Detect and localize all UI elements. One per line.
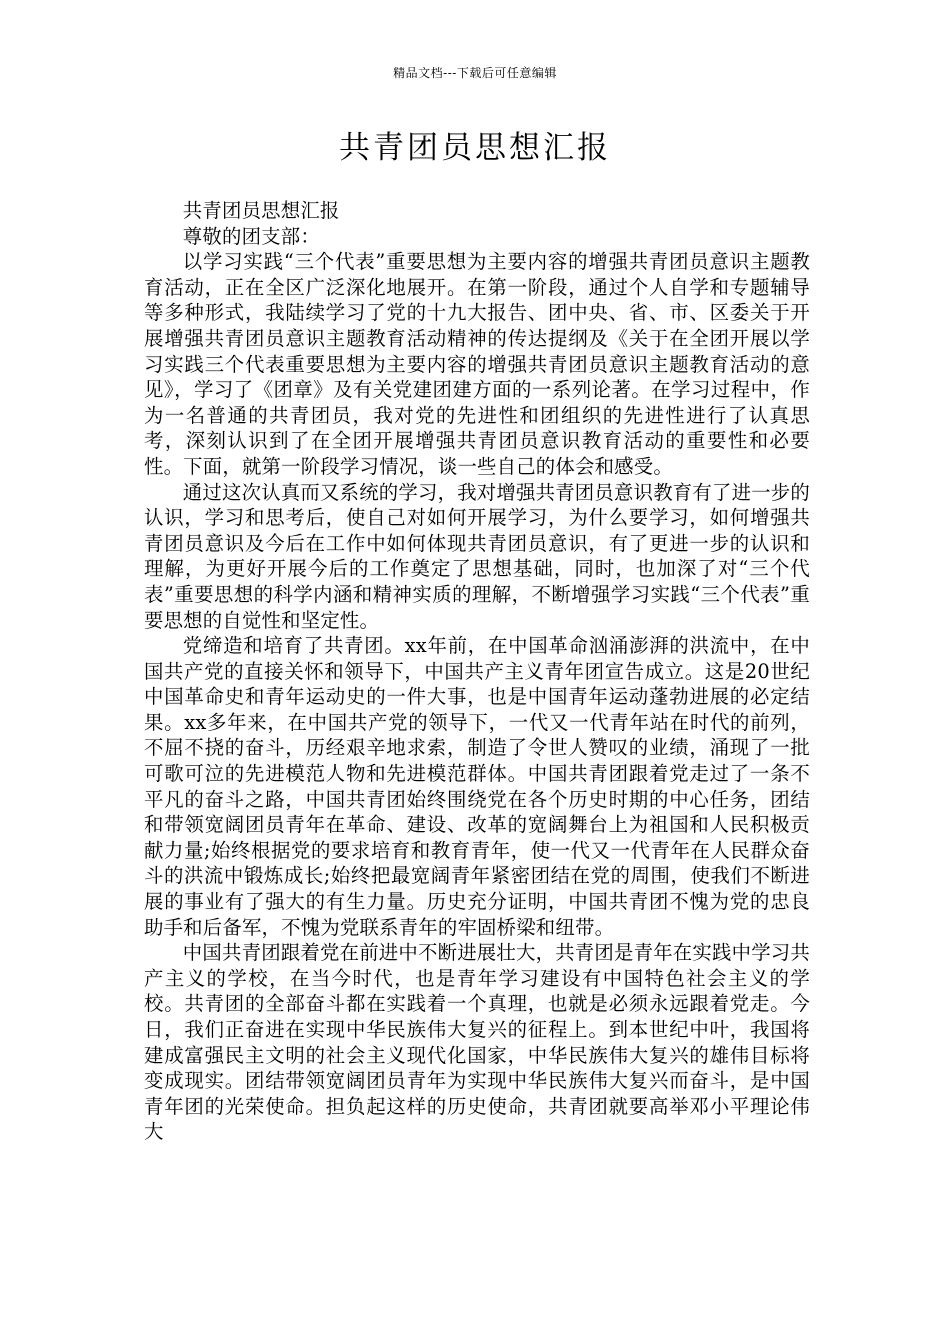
paragraph-1: 以学习实践“三个代表”重要思想为主要内容的增强共青团员意识主题教育活动，正在全区广泛深化地展开。在第一阶段，通过个人自学和专题辅导等多种形式，我陆续学习了党的十九大报告、团中央、省、市、区委关于开展增强共青团员意识主题教育活动精神的传达提纲及《关于在全团开展以学习实践三个代表重要思想为主要内容的增强共青团员意识主题教育活动的意见》，学习了《团章》及有关党建团建方面的一系列论著。在学习过程中，作为一名普通的共青团员，我对党的先进性和团组织的先进性进行了认真思考，深刻认识到了在全团开展增强共青团员意识教育活动的重要性和必要性。下面，就第一阶段学习情况，谈一些自己的体会和感受。 bbox=[144, 250, 810, 478]
paragraph-4: 中国共青团跟着党在前进中不断进展壮大，共青团是青年在实践中学习共产主义的学校，在当今时代，也是青年学习建设有中国特色社会主义的学校。共青团的全部奋斗都在实践着一个真理，也就是必须永远跟着党走。今日，我们正奋进在实现中华民族伟大复兴的征程上。到本世纪中叶，我国将建成富强民主文明的社会主义现代化国家，中华民族伟大复兴的雄伟目标将变成现实。团结带领宽阔团员青年为实现中华民族伟大复兴而奋斗，是中国青年团的光荣使命。担负起这样的历史使命，共青团就要高举邓小平理论伟大 bbox=[144, 941, 810, 1144]
paragraph-3: 党缔造和培育了共青团。xx年前，在中国革命汹涌澎湃的洪流中，在中国共产党的直接关怀和领导下，中国共产主义青年团宣告成立。这是20世纪中国革命史和青年运动史的一件大事，也是中国青年运动蓬勃进展的必定结果。xx多年来，在中国共产党的领导下，一代又一代青年站在时代的前列，不屈不挠的奋斗，历经艰辛地求索，制造了令世人赞叹的业绩，涌现了一批可歌可泣的先进模范人物和先进模范群体。中国共青团跟着党走过了一条不平凡的奋斗之路，中国共青团始终围绕党在各个历史时期的中心任务，团结和带领宽阔团员青年在革命、建设、改革的宽阔舞台上为祖国和人民积极贡献力量;始终根据党的要求培育和教育青年，使一代又一代青年在人民群众奋斗的洪流中锻炼成长;始终把最宽阔青年紧密团结在党的周围，使我们不断进展的事业有了强大的有生力量。历史充分证明，中国共青团不愧为党的忠良助手和后备军，不愧为党联系青年的牢固桥梁和纽带。 bbox=[144, 634, 810, 939]
paragraph-subtitle: 共青团员思想汇报 bbox=[182, 199, 340, 222]
document-title: 共青团员思想汇报 bbox=[339, 130, 611, 166]
paragraph-salutation: 尊敬的团支部： bbox=[182, 224, 320, 248]
paragraph-2: 通过这次认真而又系统的学习，我对增强共青团员意识教育有了进一步的认识，学习和思考后，使自己对如何开展学习，为什么要学习，如何增强共青团员意识及今后在工作中如何体现共青团员意识，有了更进一步的认识和理解，为更好开展今后的工作奠定了思想基础，同时，也加深了对“三个代表”重要思想的科学内涵和精神实质的理解，不断增强学习实践“三个代表”重要思想的自觉性和坚定性。 bbox=[144, 480, 810, 632]
header-note: 精品文档---下载后可任意编辑 bbox=[393, 66, 557, 80]
document-body bbox=[144, 198, 810, 1145]
